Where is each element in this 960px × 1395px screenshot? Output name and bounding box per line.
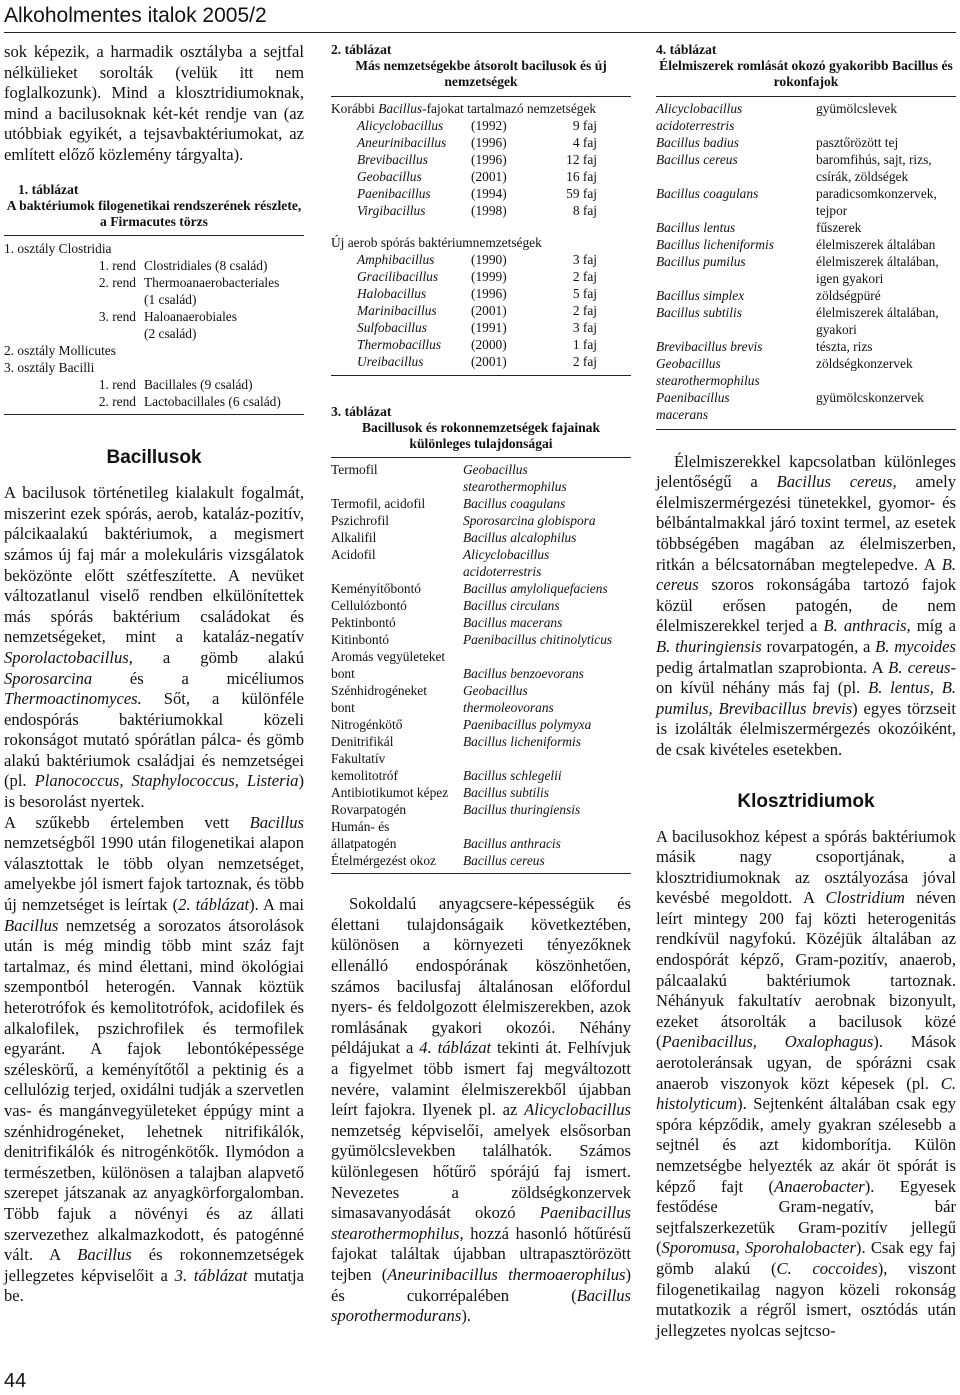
table-3-row: Rovarpatogén Bacillus thuringiensis bbox=[331, 802, 581, 818]
table-3-row-continuation: acidoterrestris bbox=[463, 564, 542, 580]
table-4-row: gyakori bbox=[816, 321, 857, 337]
running-title: Alkoholmentes italok 2005/2 bbox=[4, 4, 267, 27]
body-paragraph-col3-2: A bacilusokhoz képest a spórás baktériumok másik nagy csoportjának, a klosztridiumoknak az osztályozása jóval kevésbé megoldott. A Clostridium néven leírt mintegy 200 faj közti heterogenitás rendkívül nagyfokú. Közéjük általában az endospórát képző, Gram-pozitív, anaerob, pálcaalakú baktériumok tartoznak. Néhányuk fakultatív aerobnak bizonyult, ezeket átsorolták a bacilusok közé (Paenibacillus, Oxalophagus). Mások aerotoleránsak ugyan, de spórázni csak anaerob viszonyok közt képesek (pl. C. histolyticum). Sejtenként általában csak egy spóra képződik, amely gyakran szélesebb a sejtnél és azt kidomborítja. Külön nemzetségbe helyezték az akár öt spórát is képző fajt (Anaerobacter). Egyesek festődése Gram-negatív, bár sejtfalszerkezetük Gram-pozitív jellegű (Sporomusa, Sporohalobacter). Csak egy faj gömb alakú (C. coccoides), viszont filogenetikailag nagyon közeli rokonság mutatkozik a régről ismert, osztódás után jellegzetes nyolcas sejtcso- bbox=[656, 826, 957, 1340]
table-4-row: Bacillus cereus baromfihús, sajt, rizs, bbox=[656, 151, 932, 167]
table-1-caption bbox=[4, 182, 304, 231]
table-3-row: Acidofil Alicyclobacillus bbox=[331, 547, 550, 563]
table-4 bbox=[656, 42, 956, 430]
table-2-title: Más nemzetségekbe átsorolt bacilusok és új nemzetségek bbox=[355, 58, 607, 90]
table-3-row: Ételmérgezést okoz Bacillus cereus bbox=[331, 853, 545, 869]
intro-paragraph: sok képezik, a harmadik osztályba a sejtfal nélkülieket sorolták (velük itt nem foglalkozunk). Mind a klosztridiumoknak, mind a bacilusoknak két-két rendje van (az utóbbiak egyikét, a tejsavbaktériumokat, az említett előző közlemény tárgyalta). bbox=[4, 42, 304, 164]
table-4-row: igen gyakori bbox=[816, 270, 884, 286]
table-1-class-3: 3. osztály Bacilli bbox=[4, 360, 95, 376]
table-3-row: Szénhidrogéneket Geobacillus bbox=[331, 683, 528, 699]
running-header bbox=[4, 2, 956, 33]
table-2-genus-row: Aneurinibacillus (1996) 4 faj bbox=[357, 134, 597, 150]
table-4-row: Bacillus coagulans paradicsomkonzervek, bbox=[656, 185, 937, 201]
table-3-row: Nitrogénkötő Paenibacillus polymyxa bbox=[331, 717, 592, 733]
table-3-row: állatpatogén Bacillus anthracis bbox=[331, 836, 561, 852]
table-2 bbox=[331, 42, 631, 376]
table-4-row: Geobacillus zöldségkonzervek bbox=[656, 355, 913, 371]
table-3-row: Aromás vegyületeket bbox=[331, 649, 446, 665]
table-2-genus-row: Amphibacillus (1990) 3 faj bbox=[357, 251, 597, 267]
table-1-order-row: 1. rend Bacillales (9 család) bbox=[98, 377, 253, 393]
table-4-row: Bacillus subtilis élelmiszerek általában, bbox=[656, 304, 939, 320]
table-4-row: acidoterrestris bbox=[656, 117, 735, 133]
table-2-number: 2. táblázat bbox=[331, 42, 392, 57]
table-3-row: bont thermoleovorans bbox=[331, 700, 554, 716]
body-paragraph-1: A bacilusok történetileg kialakult fogalmát, miszerint ezek spórás, aerob, kataláz-pozitív, pálcikaalakú baktériumok, a megismert számos új faj már a molekuláris vizsgálatok beközönte előtt szétfeszítette. A nevüket változatlanul viselő rendben elkülönítettek más spórás baktérium családokat és nemzetségeket, mint a kataláz-negatív Sporolactobacillus, a gömb alakú Sporosarcina és a micéliumos Thermoactinomyces. Sőt, a különféle endospórás baktériumokkal közeli rokonságot mutató spórátlan pálca- és gömb alakú baktériumok családjai és nemzetségei (pl. Planococcus, Staphylococcus, Listeria) is besorolást nyertek. bbox=[4, 483, 305, 812]
table-2-group-1-heading: Korábbi Bacillus-fajokat tartalmazó nemzetségek bbox=[331, 100, 597, 116]
table-3-row: kemolitotróf Bacillus schlegelii bbox=[331, 768, 562, 784]
table-3-row: Pszichrofil Sporosarcina globispora bbox=[331, 513, 596, 529]
table-2-genus-row: Virgibacillus (1998) 8 faj bbox=[357, 202, 597, 218]
table-2-genus-row: Ureibacillus (2001) 2 faj bbox=[357, 353, 597, 369]
table-1-order-row: 3. rend Haloanaerobiales bbox=[98, 309, 237, 325]
table-1-class-2: 2. osztály Mollicutes bbox=[4, 343, 116, 359]
table-4-row: Paenibacillus gyümölcskonzervek bbox=[656, 389, 924, 405]
table-3-row: Humán- és bbox=[331, 819, 390, 835]
body-paragraph-2: A szűkebb értelemben vett Bacillus nemzetségből 1990 után filogenetikai alapon választottak le több olyan nemzetséget, amelyekbe jól ismert fajok tartoznak, és több új nemzetséget is leírtak (2. táblázat). A mai Bacillus nemzetség a sorozatos átsorolások után is még mindig több mint száz fajt tartalmaz, és mind élettani, mind ökológiai szempontból heterogén. Vannak köztük heterotrófok és kemolitotrófok, acidofilek és alkalofilek, pszichrofilek és termofilek egyaránt. A fajok lebontóképessége széleskörű, a keményítőtől a pektinig és a cellulózig terjed, oxidálni tudják a szervetlen vas- és mangánvegyületeket éppúgy mint a szénhidrogéneket, lehetnek nitrifikálók, denitrifikálók és nitrogénkötők. Ilymódon a természetben, különösen a talajban alapvető szerepet játszanak az anyagkörforgalomban. Több fajuk a növényi és az állati szervezethez alkalmazkodott, és patogénné vált. A Bacillus és rokonnemzetségek jellegzetes képviselőit a 3. táblázat mutatja be. bbox=[4, 812, 304, 1306]
table-3-row: Alkalifil Bacillus alcalophilus bbox=[331, 530, 577, 546]
table-3-row: Termofil Geobacillus bbox=[331, 462, 528, 478]
section-title-bacillusok: Bacillusok bbox=[106, 447, 202, 469]
table-3-row-continuation: stearothermophilus bbox=[463, 479, 567, 495]
table-2-genus-row: Alicyclobacillus (1992) 9 faj bbox=[357, 117, 597, 133]
table-2-genus-row: Halobacillus (1996) 5 faj bbox=[357, 285, 597, 301]
section-title-klosztridiumok: Klosztridiumok bbox=[737, 790, 875, 812]
table-1-order-row: (1 család) bbox=[144, 292, 197, 308]
table-2-caption bbox=[331, 42, 631, 91]
body-paragraph-col2: Sokoldalú anyagcsere-képességük és élettani tulajdonságaik következtében, különösen a környezeti tényezőknek ellenálló endospórának köszönhetően, számos bacilusfaj általánosan előfordul nyers- és feldolgozott élelmiszerekben, azok romlásának gyakori okozói. Néhány példájukat a 4. táblázat tekinti át. Felhívjuk a figyelmet több ismert faj megváltozott nevére, valamint élelmiszerekből újabban leírt fajokra. Ilyenek pl. az Alicyclobacillus nemzetség képviselői, amelyek elsősorban gyümölcslevekben találhatók. Számos különlegesen hőtűrő spórájú faj ismert. Nevezetes a zöldségkonzervek simasavanyodását okozó Paenibacillus stearothermophilus, hozzá hasonló hőtűrésű fajokat találtak újabban ultrapasztörözött tejben (Aneurinibacillus thermoaerophilus) és cukorrépalében (Bacillus sporothermodurans). bbox=[331, 894, 631, 1326]
table-2-genus-row: Sulfobacillus (1991) 3 faj bbox=[357, 319, 597, 335]
table-3-row: Keményítőbontó Bacillus amyloliquefaciens bbox=[331, 581, 608, 597]
table-3-row: Kitinbontó Paenibacillus chitinolyticus bbox=[331, 632, 613, 648]
table-4-caption bbox=[656, 42, 956, 91]
column-3 bbox=[656, 42, 956, 1341]
table-1-order-row: 2. rend Lactobacillales (6 család) bbox=[98, 394, 281, 410]
table-3-row: Termofil, acidofil Bacillus coagulans bbox=[331, 496, 566, 512]
table-4-row: Alicyclobacillus gyümölcslevek bbox=[656, 100, 898, 116]
table-1-number: 1. táblázat bbox=[18, 181, 79, 197]
table-3-number: 3. táblázat bbox=[331, 403, 392, 419]
column-1 bbox=[4, 42, 304, 1307]
table-4-title: Élelmiszerek romlását okozó gyakoribb Bacillus és rokonfajok bbox=[659, 58, 953, 90]
table-3-caption bbox=[331, 404, 631, 453]
table-1-class-1: 1. osztály Clostridia bbox=[4, 241, 112, 257]
table-4-row: Brevibacillus brevis tészta, rizs bbox=[656, 338, 873, 354]
table-4-row: Bacillus licheniformis élelmiszerek általában bbox=[656, 236, 936, 252]
table-1-order-row: 2. rend Thermoanaerobacteriales bbox=[98, 275, 280, 291]
table-4-row: Bacillus pumilus élelmiszerek általában, bbox=[656, 253, 939, 269]
table-3 bbox=[331, 404, 631, 875]
table-4-row: macerans bbox=[656, 406, 709, 422]
body-paragraph-col3-1: Élelmiszerekkel kapcsolatban különleges jelentőségű a Bacillus cereus, amely élelmiszermérgezési tünetekkel, gyomor- és bélbántalmakkal járó toxint termel, az esetek többségében magában az élelmiszerben, ritkán a bélcsatornában megtelepedve. A B. cereus szoros rokonságába tartozó fajok közül erősen patogén, de nem élelmiszerekkel terjed a B. anthracis, míg a B. thuringiensis rovarpatogén, a B. mycoides pedig ártalmatlan szaprobionta. A B. cereus-on kívül néhány más faj (pl. B. lentus, B. pumilus, Brevibacillus brevis) egyes törzseit is izolálták élelmiszermérgezés okozóiként, de csak kivételes esetekben. bbox=[656, 451, 956, 759]
table-2-genus-row: Brevibacillus (1996) 12 faj bbox=[357, 151, 597, 167]
table-2-group-2-heading: Új aerob spórás baktériumnemzetségek bbox=[331, 234, 542, 250]
table-3-row: Antibiotikumot képez Bacillus subtilis bbox=[331, 785, 549, 801]
page-number: 44 bbox=[4, 1370, 27, 1392]
table-3-title: Bacillusok és rokonnemzetségek fajainak különleges tulajdonságai bbox=[361, 419, 601, 452]
table-1 bbox=[4, 182, 304, 416]
table-3-row: Fakultatív bbox=[331, 751, 386, 767]
table-3-row: Denitrifikál Bacillus licheniformis bbox=[331, 734, 581, 750]
table-3-row: Pektinbontó Bacillus macerans bbox=[331, 615, 563, 631]
table-4-row: stearothermophilus bbox=[656, 372, 760, 388]
table-4-row: csírák, zöldségek bbox=[816, 168, 909, 184]
column-2 bbox=[331, 42, 631, 1327]
table-4-row: Bacillus lentus fűszerek bbox=[656, 219, 862, 235]
table-3-row: Cellulózbontó Bacillus circulans bbox=[331, 598, 560, 614]
table-3-row: bont Bacillus benzoevorans bbox=[331, 666, 584, 682]
table-4-row: Bacillus simplex zöldségpüré bbox=[656, 287, 881, 303]
table-4-number: 4. táblázat bbox=[656, 42, 717, 57]
table-1-title: A baktériumok filogenetikai rendszerének részlete, a Firmacutes törzs bbox=[6, 197, 302, 229]
table-1-order-row: 1. rend Clostridiales (8 család) bbox=[98, 258, 268, 274]
table-4-row: Bacillus badius pasztőrözött tej bbox=[656, 134, 899, 150]
table-1-order-row: (2 család) bbox=[144, 326, 197, 342]
table-2-genus-row: Marinibacillus (2001) 2 faj bbox=[357, 302, 597, 318]
table-2-genus-row: Thermobacillus (2000) 1 faj bbox=[357, 336, 597, 352]
table-2-genus-row: Paenibacillus (1994) 59 faj bbox=[357, 185, 597, 201]
table-4-row: tejpor bbox=[816, 202, 848, 218]
table-2-genus-row: Geobacillus (2001) 16 faj bbox=[357, 168, 597, 184]
table-2-genus-row: Gracilibacillus (1999) 2 faj bbox=[357, 268, 597, 284]
